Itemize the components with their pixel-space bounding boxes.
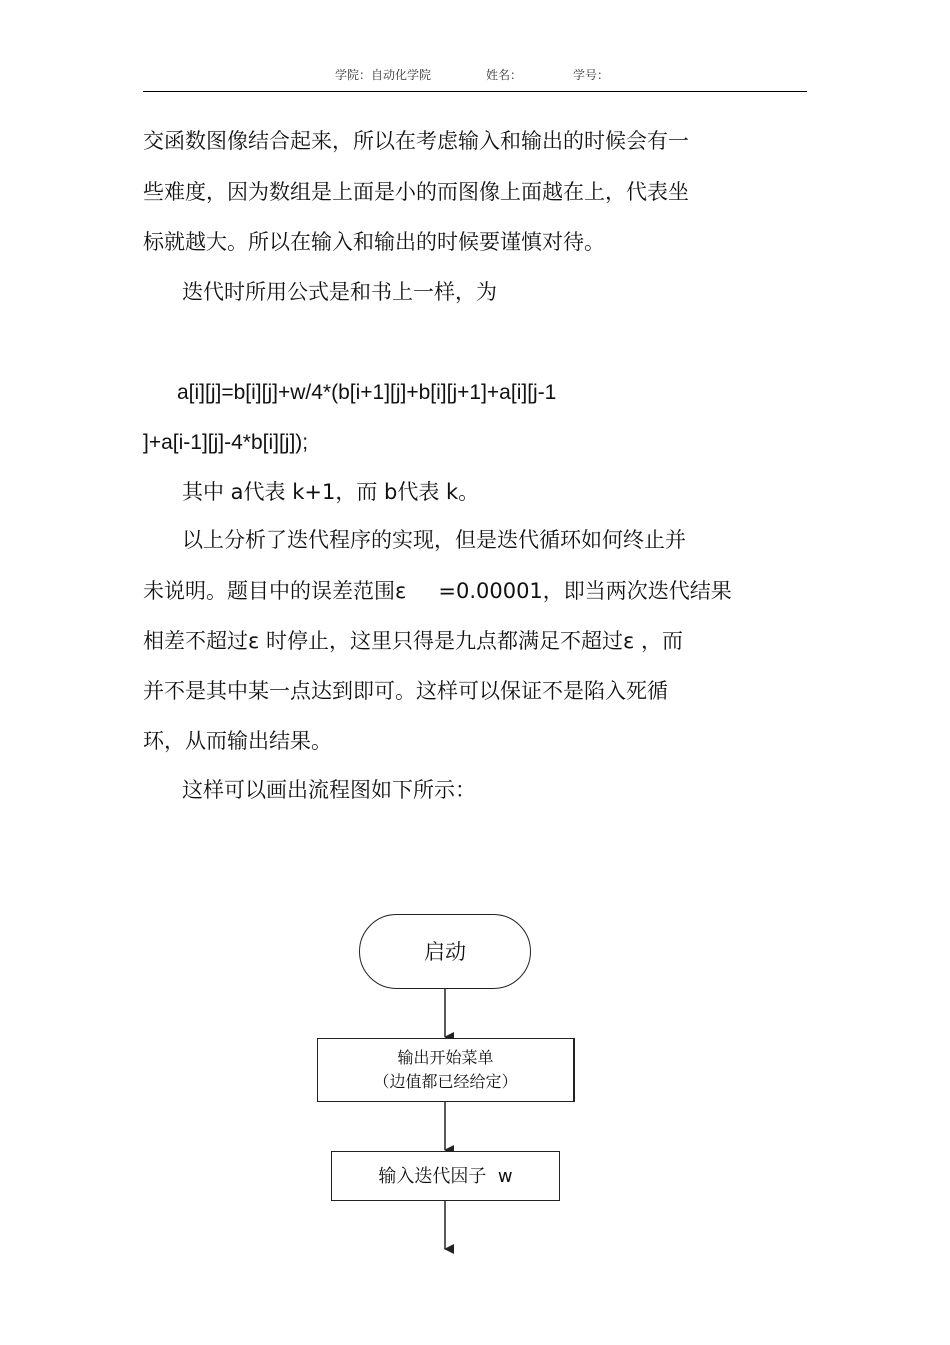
paragraph-line: 环，从而输出结果。 (143, 729, 332, 753)
paragraph-line: 标就越大。所以在输入和输出的时候要谨慎对待。 (143, 230, 605, 254)
paragraph-line: 这样可以画出流程图如下所示： (182, 778, 476, 802)
paragraph-line: 相差不超过ε 时停止，这里只得是九点都满足不超过ε ，而 (143, 629, 684, 653)
paragraph-line: 其中 a代表 k+1，而 b代表 k。 (182, 480, 480, 504)
paragraph-line: 交函数图像结合起来，所以在考虑输入和输出的时候会有一 (143, 129, 689, 153)
formula-line: a[i][j]=b[i][j]+w/4*(b[i+1][j]+b[i][j+1]+a[i][j-1 (177, 381, 557, 404)
paragraph-line: 些难度，因为数组是上面是小的而图像上面越在上，代表坐 (143, 180, 689, 204)
page-header (0, 66, 950, 86)
paragraph-line: 并不是其中某一点达到即可。这样可以保证不是陷入死循 (143, 679, 668, 703)
header-name-label: 姓名： (486, 68, 523, 82)
flowchart-menu-node (317, 1038, 575, 1102)
paragraph-line: 迭代时所用公式是和书上一样，为 (182, 280, 497, 304)
header-id-label: 学号： (573, 68, 610, 82)
menu-node-line-2: （边值都已经给定） (373, 1072, 518, 1091)
formula-line: ]+a[i-1][j]-4*b[i][j]); (143, 431, 309, 454)
flowchart-start-node: 启动 (359, 914, 531, 989)
header-rule (143, 91, 807, 92)
header-college: 学院：自动化学院 (335, 68, 432, 82)
paragraph-line: 以上分析了迭代程序的实现，但是迭代循环如何终止并 (182, 528, 686, 552)
flowchart-input-node: 输入迭代因子 w (331, 1151, 560, 1201)
paragraph-line (143, 577, 732, 605)
menu-node-line-1: 输出开始菜单 (397, 1048, 494, 1067)
text-segment: =0.00001，即当两次迭代结果 (438, 579, 732, 603)
text-segment: 未说明。题目中的误差范围ε (143, 579, 407, 603)
